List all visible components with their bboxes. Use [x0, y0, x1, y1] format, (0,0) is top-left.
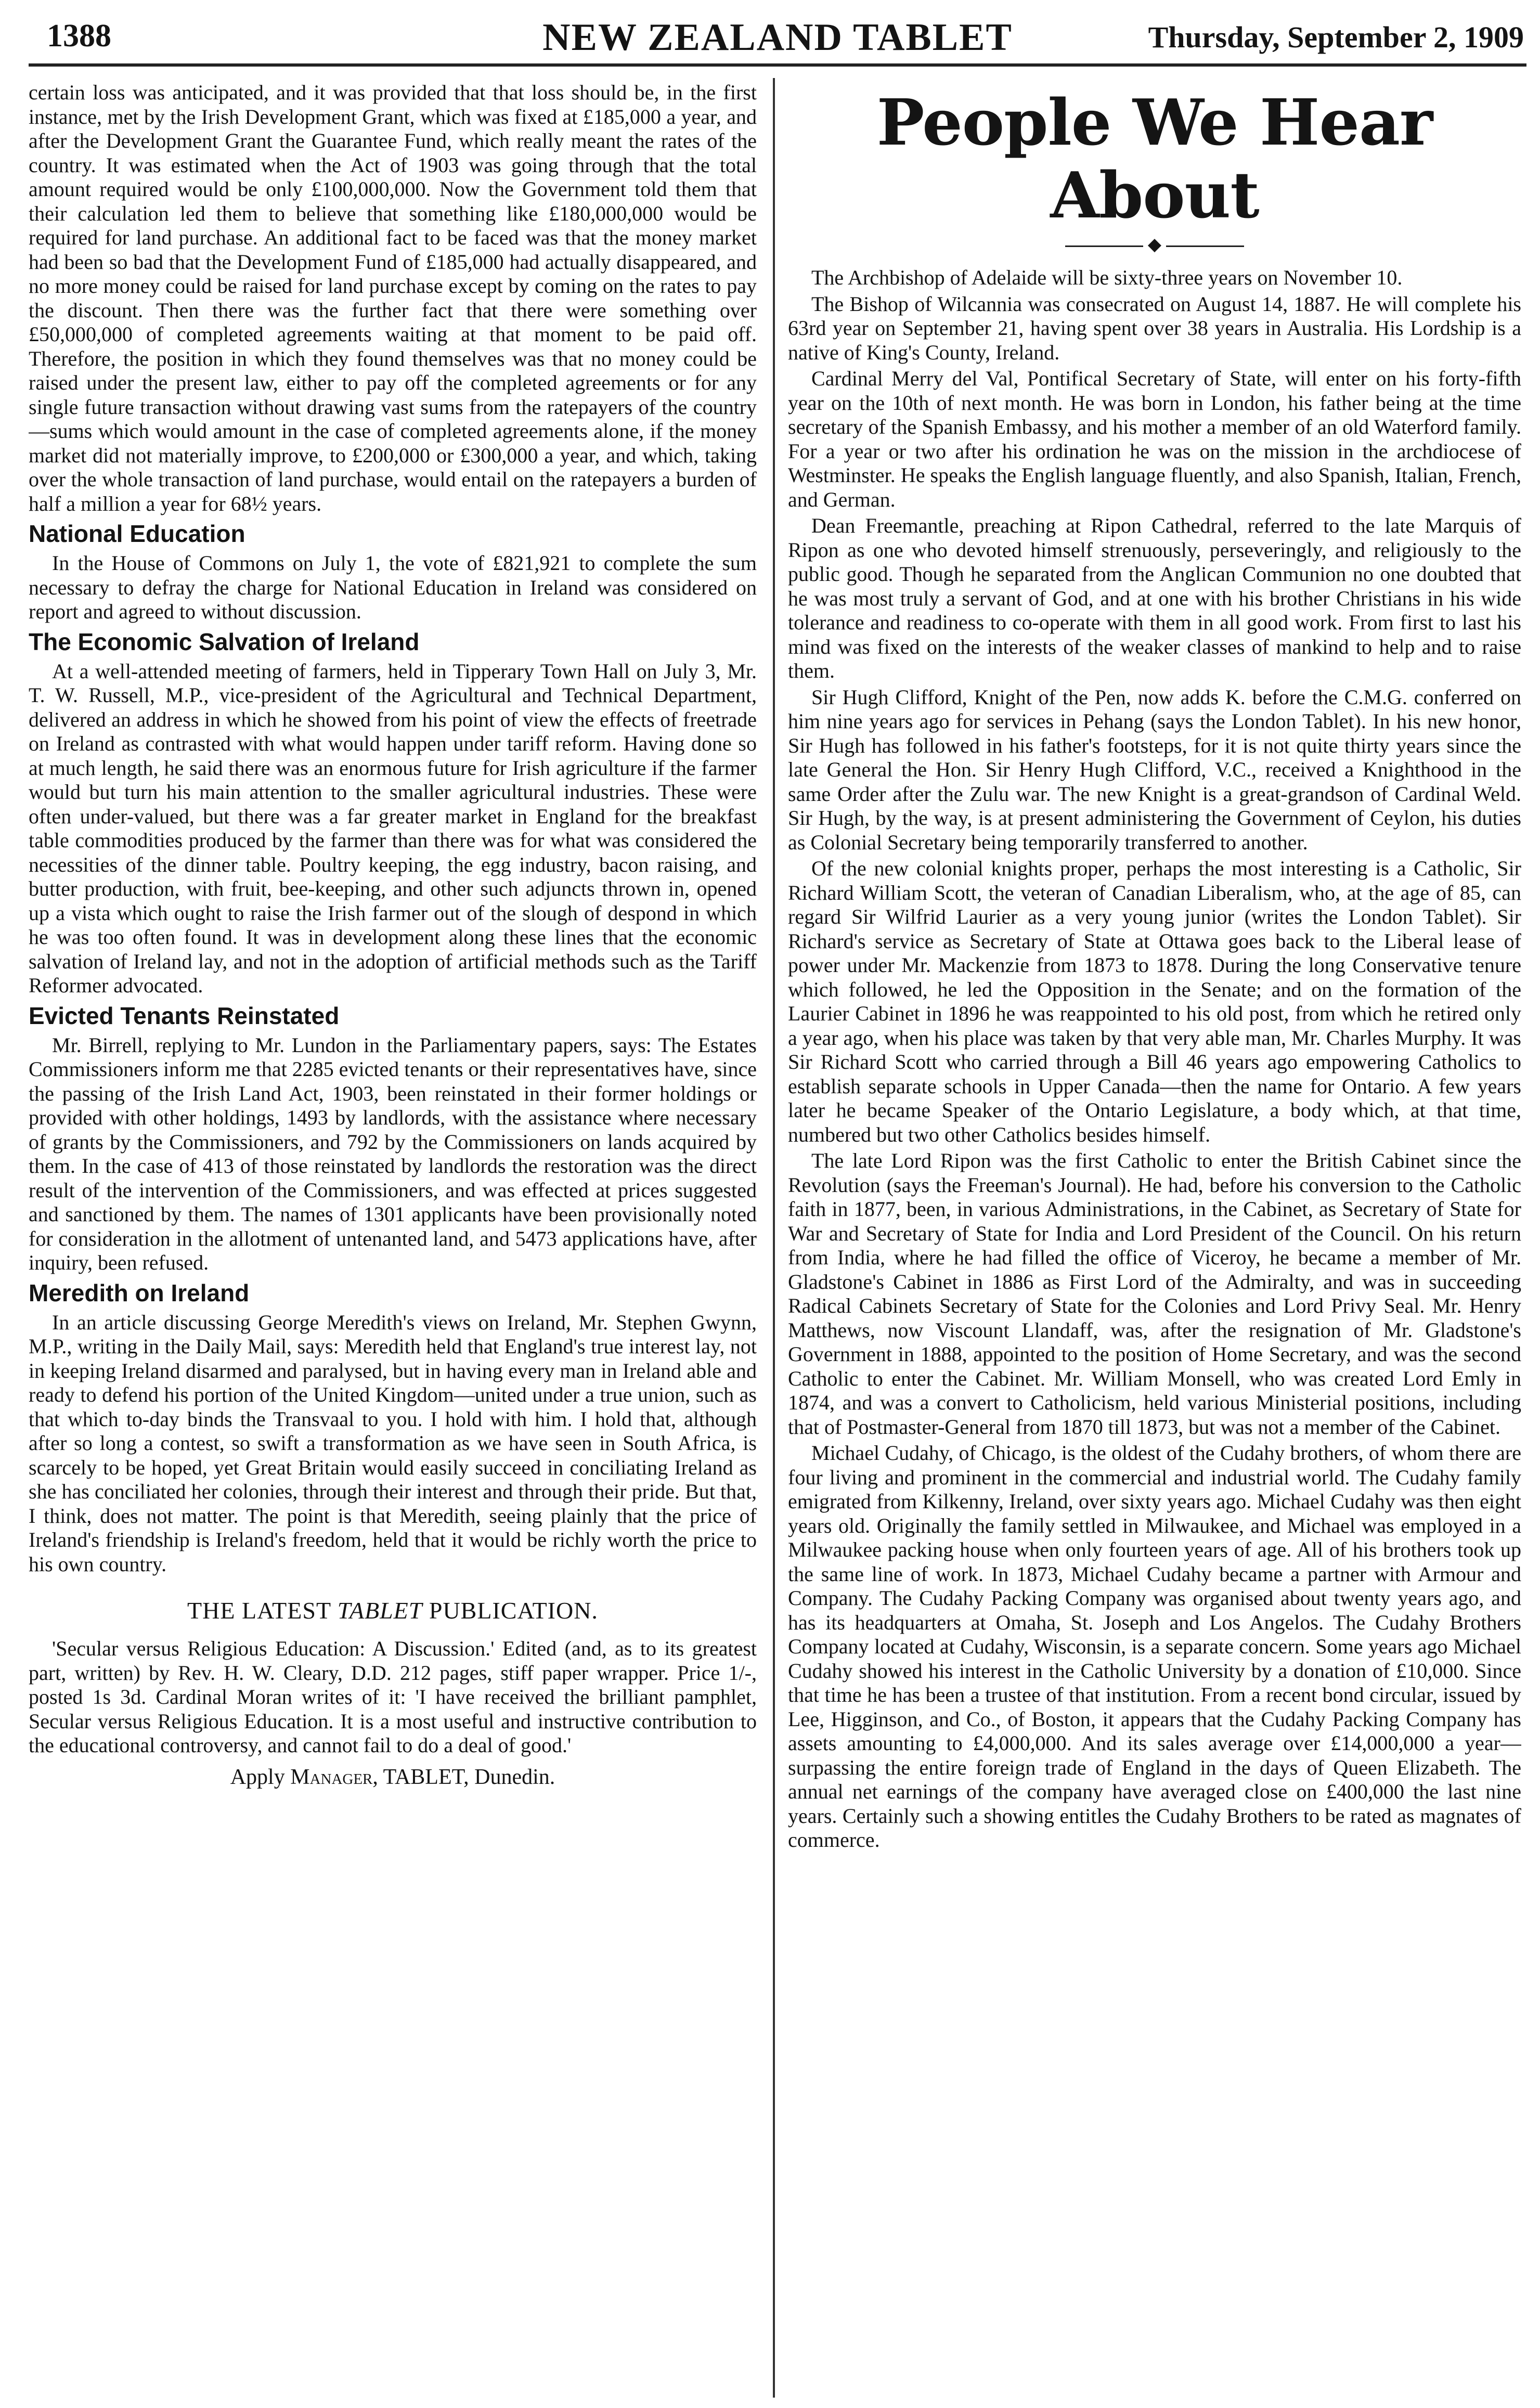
apply-prefix: Apply [230, 1765, 291, 1789]
left-column [29, 81, 757, 2400]
article-paragraph: The Bishop of Wilcannia was consecrated on August 14, 1887. He will complete his 63rd year on September 21, having spent over 38 years in Australia. His Lordship is a native of King's County, Ireland. [788, 292, 1521, 364]
right-column [788, 81, 1521, 2400]
notice-title [29, 1597, 757, 1624]
section-paragraph: At a well-attended meeting of farmers, held in Tipperary Town Hall on July 3, Mr. T. W. Russell, M.P., vice-president of the Agricultural and Technical Department, delivered an address in which he showed from his point of view the effects of freetrade on Ireland as contrasted with what would happen under tariff reform. Having done so at much length, he said there was an enormous future for Irish agriculture if the farmer would but turn his main attention to the smaller agricultural industries. These were often under-valued, but there was a far greater market in England for the breakfast table commodities produced by the farmer than there was for what was considered the necessities of the dinner table. Poultry keeping, the egg industry, bacon raising, and butter production, with fruit, bee-keeping, and other such adjuncts thrown in, opened up a vista which ought to raise the Irish farmer out of the slough of despond in which he was too often found. It was in development along these lines that the economic salvation of Ireland lay, and not in the adoption of artificial methods such as the Tariff Reformer advocated. [29, 659, 757, 997]
article-paragraph: Of the new colonial knights proper, perhaps the most interesting is a Catholic, Sir Richard William Scott, the veteran of Canadian Liberalism, who, at the age of 85, can regard Sir Wilfrid Laurier as a very young junior (writes the London Tablet). Sir Richard's service as Secretary of State at Ottawa goes back to the Liberal lease of power under Mr. Mackenzie from 1873 to 1878. During the long Conservative tenure which followed, he led the Opposition in the Senate; and on the formation of the Laurier Cabinet in 1896 he was reappointed to his old post, from which he retired only a year ago, when his place was taken by that very able man, Mr. Charles Murphy. It was Sir Richard Scott who carried through a Bill 46 years ago empowering Catholics to establish separate schools in Upper Canada—then the name for Ontario. A few years later he became Speaker of the Ontario Legislature, a body which, at that time, numbered but two other Catholics besides himself. [788, 857, 1521, 1146]
apply-line [29, 1764, 757, 1790]
section-paragraph: In the House of Commons on July 1, the vote of £821,921 to complete the sum necessary to defray the charge for National Education in Ireland was considered on report and agreed to without discussion. [29, 551, 757, 623]
notice-body: 'Secular versus Religious Education: A Discussion.' Edited (and, as to its greatest part, written) by Rev. H. W. Cleary, D.D. 212 pages, stiff paper wrapper. Price 1/-, posted 1s 3d. Cardinal Moran writes of it: 'I have received the brilliant pamphlet, Secular versus Religious Education. It is a most useful and instructive contribution to the educational controversy, and cannot fail to do a deal of good.' [29, 1637, 757, 1757]
intro-paragraph: certain loss was anticipated, and it was provided that that loss should be, in the first instance, met by the Irish Development Grant, which was fixed at £185,000 a year, and after the Development Grant the Guarantee Fund, which really meant the rates of the country. It was estimated when the Act of 1903 was going through that the total amount required would be only £100,000,000. Now the Government told them that their calculation led them to believe that something like £180,000,000 would be required for land purchase. An additional fact to be faced was that the money market had been so bad that the Development Fund of £185,000 had actually disappeared, and no more money could be raised for land purchase except by coming on the rates to pay the discount. Then there was the further fact that there were something over £50,000,000 of completed agreements waiting at that moment to be paid off. Therefore, the position in which they found themselves was that no money could be raised under the present law, either to pay off the completed agreements or for any single future transaction without drawing vast sums from the ratepayers of the country—sums which would amount in the case of completed agreements alone, if the money market did not materially improve, to £200,000 or £300,000 a year, and which, taking over the whole transaction of land purchase, would entail on the ratepayers a burden of half a million a year for 68½ years. [29, 81, 757, 515]
notice-title-italic: TABLET [337, 1597, 423, 1624]
section-heading: Meredith on Ireland [29, 1279, 250, 1306]
page-number: 1388 [47, 18, 111, 54]
article-paragraph: The late Lord Ripon was the first Catholic to enter the British Cabinet since the Revolution (says the Freeman's Journal). He had, before his conversion to the Catholic faith in 1877, been, in various Administrations, in the Cabinet, as Secretary of State for War and Secretary of State for India and Lord President of the Council. On his return from India, where he had filled the office of Viceroy, he became a member of Mr. Gladstone's Cabinet in 1886 as First Lord of the Admiralty, and was in succeeding Radical Cabinets Secretary of State for the Colonies and Lord Privy Seal. Mr. Henry Matthews, now Viscount Llandaff, was, after the resignation of Mr. Gladstone's Government in 1888, appointed to the position of Home Secretary, and was the second Catholic to enter the Cabinet. Mr. William Monsell, who was created Lord Emly in 1874, and was a convert to Catholicism, held various Ministerial positions, including that of Postmaster-General from 1870 till 1873, but was not a member of the Cabinet. [788, 1149, 1521, 1439]
issue-date: Thursday, September 2, 1909 [1148, 20, 1524, 54]
article-paragraph: Cardinal Merry del Val, Pontifical Secretary of State, will enter on his forty-fifth year on the 10th of next month. He was born in London, his father being at the time secretary of the Spanish Embassy, and his mother a member of an old Waterford family. For a year or two after his ordination he was on the mission in the archdiocese of Westminster. He speaks the English language fluently, and also Spanish, Italian, French, and German. [788, 367, 1521, 511]
ornament-rule-left [1065, 245, 1143, 247]
article-paragraph: The Archbishop of Adelaide will be sixty-three years on November 10. [811, 266, 1403, 289]
article-paragraph: Sir Hugh Clifford, Knight of the Pen, now adds K. before the C.M.G. conferred on him nine years ago for services in Pehang (says the London Tablet). In his new honor, Sir Hugh has followed in his father's footsteps, for it is not quite thirty years since the late General the Hon. Sir Henry Hugh Clifford, V.C., received a Knighthood in the same Order after the Zulu war. The new Knight is a great-grandson of Cardinal Weld. Sir Hugh, by the way, is at present administering the Government of Ceylon, his duties as Colonial Secretary being temporarily transferred to another. [788, 685, 1521, 854]
section-paragraph: In an article discussing George Meredith's views on Ireland, Mr. Stephen Gwynn, M.P., writing in the Daily Mail, says: Meredith held that England's true interest lay, not in keeping Ireland disarmed and paralysed, but in having every man in Ireland able and ready to defend his portion of the United Kingdom—united under a true union, such as that which to-day binds the Transvaal to you. I hold with him. I hold that, although after so long a contest, so swift a transformation as we have seen in South Africa, is scarcely to be hoped, yet Great Britain would easily succeed in conciliating Ireland as she has conciliated her colonies, through their interest and through their pride. But that, I think, does not matter. The point is that Meredith, seeing plainly that the price of Ireland's friendship is Ireland's freedom, held that it would be richly worth the price to his own country. [29, 1310, 757, 1576]
masthead: NEW ZEALAND TABLET [542, 16, 1013, 59]
ornament-rule-right [1166, 245, 1244, 247]
section-heading: National Education [29, 520, 245, 547]
section-paragraph: Mr. Birrell, replying to Mr. Lundon in the Parliamentary papers, says: The Estates Commissioners inform me that 2285 evicted tenants or their representatives have, since the passing of the Irish Land Act, 1903, been reinstated in their former holdings or provided with other holdings, 1493 by landlords, with the assistance where necessary of grants by the Commissioners, and 792 by the Commissioners on lands acquired by them. In the case of 413 of those reinstated by landlords the restoration was the direct result of the intervention of the Commissioners, and was effected at prices suggested and sanctioned by them. The names of 1301 applicants have been provisionally noted for consideration in the allotment of untenanted land, and 5473 applications have, after inquiry, been refused. [29, 1033, 757, 1274]
apply-manager: Manager [290, 1765, 373, 1789]
section-heading: The Economic Salvation of Ireland [29, 628, 420, 655]
title-ornament [788, 235, 1521, 255]
article-paragraph: Michael Cudahy, of Chicago, is the oldest of the Cudahy brothers, of whom there are four living and prominent in the commercial and industrial world. The Cudahy family emigrated from Kilkenny, Ireland, over sixty years ago. Michael Cudahy was then eight years old. Originally the family settled in Milwaukee, and Michael was employed in a Milwaukee packing house when only fourteen years of age. All of his brothers took up the same line of work. In 1873, Michael Cudahy became a partner with Armour and Company. The Cudahy Packing Company was organised about twenty years ago, and has its headquarters at Omaha, St. Joseph and Los Angelos. The Cudahy Brothers Company located at Cudahy, Wisconsin, is a separate concern. Some years ago Michael Cudahy showed his interest in the Catholic University by a donation of £10,000. Since that time he has been a trustee of that institution. From a recent bond circular, issued by Lee, Higginson, and Co., of Boston, it appears that the Cudahy Packing Company has assets amounting to £4,000,000. And its sales average over £14,000,000 a year—surpassing the entire foreign trade of England in the days of Queen Elizabeth. The annual net earnings of the company have averaged close on £400,000 the last nine years. Certainly such a showing entitles the Cudahy Brothers to be rated as magnates of commerce. [788, 1441, 1521, 1852]
notice-title-prefix: THE LATEST [187, 1597, 338, 1624]
section-heading: Evicted Tenants Reinstated [29, 1002, 340, 1029]
apply-suffix: , TABLET, Dunedin. [372, 1765, 555, 1789]
feature-title: People We Hear About [876, 85, 1433, 232]
ornament-diamond-icon: ◆ [1147, 235, 1162, 254]
column-divider [773, 78, 775, 2398]
page-header [31, 16, 1524, 57]
header-rule [29, 63, 1526, 67]
article-paragraph: Dean Freemantle, preaching at Ripon Cathedral, referred to the late Marquis of Ripon as one who devoted himself strenuously, perseveringly, and religiously to the public good. Though he separated from the Anglican Communion no one doubted that he was most truly a servant of God, and at one with his brother Christians in his wide tolerance and readiness to co-operate with them in all good work. From first to last his mind was fixed on the interests of the weaker classes of mankind to help and to raise them. [788, 514, 1521, 682]
notice-title-suffix: PUBLICATION. [422, 1597, 598, 1624]
